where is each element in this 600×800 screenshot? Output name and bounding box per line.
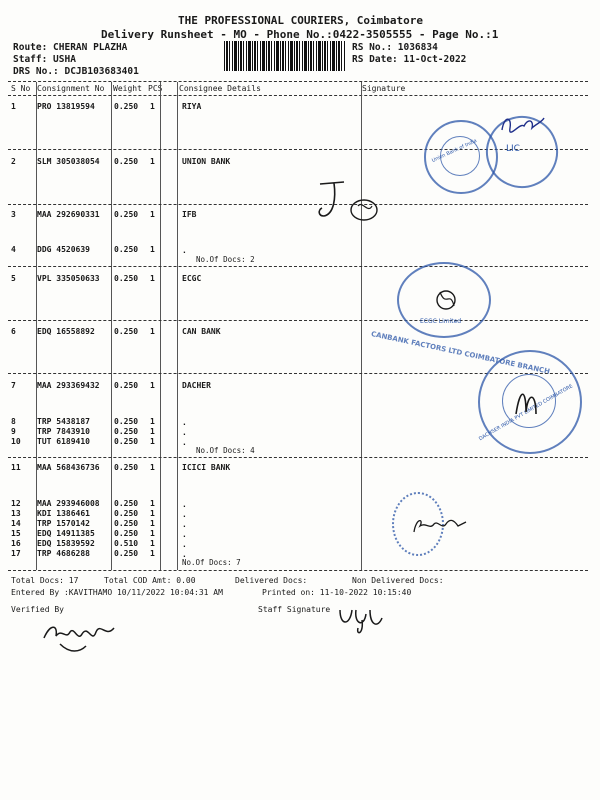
company-title: THE PROFESSIONAL COURIERS, Coimbatore: [178, 14, 424, 27]
row-consignee: .: [182, 246, 187, 255]
row-weight: 0.250: [114, 427, 139, 436]
row-weight: 0.250: [114, 102, 139, 111]
row-pcs: 1: [150, 519, 155, 528]
row-pcs: 1: [150, 499, 155, 508]
delivered-docs: Delivered Docs:: [235, 576, 308, 585]
row-rule: [8, 204, 588, 205]
row-consignment-no: TUT 6189410: [37, 437, 90, 446]
col-sno: S No: [11, 84, 31, 93]
signature-ecgc: [432, 286, 462, 316]
row-sno: 4: [11, 245, 16, 254]
row-pcs: 1: [150, 245, 155, 254]
row-weight: 0.250: [114, 245, 139, 254]
row-sno: 14: [11, 519, 21, 528]
header-bottom-rule: [8, 95, 588, 96]
row-consignment-no: TRP 1570142: [37, 519, 90, 528]
row-pcs: 1: [150, 549, 155, 558]
row-consignee: .: [182, 428, 187, 437]
row-sno: 10: [11, 437, 21, 446]
row-consignment-no: MAA 568436736: [37, 463, 100, 472]
row-weight: 0.250: [114, 327, 139, 336]
row-weight: 0.250: [114, 529, 139, 538]
col-consignee: Consignee Details: [179, 84, 261, 93]
row-consignment-no: DDG 4520639: [37, 245, 90, 254]
col-consignment: Consignment No: [37, 84, 105, 93]
row-consignee: ECGC: [182, 274, 202, 283]
row-weight: 0.250: [114, 274, 139, 283]
row-pcs: 1: [150, 463, 155, 472]
row-pcs: 1: [150, 102, 155, 111]
row-sno: 7: [11, 381, 16, 390]
row-sno: 17: [11, 549, 21, 558]
row-sno: 6: [11, 327, 16, 336]
row-weight: 0.250: [114, 437, 139, 446]
col-weight: Weight: [113, 84, 142, 93]
total-docs: Total Docs: 17: [11, 576, 79, 585]
runsheet-subtitle: Delivery Runsheet - MO - Phone No.:0422-3505555 - Page No.:1: [101, 28, 499, 41]
row-sno: 2: [11, 157, 16, 166]
docs-count: No.Of Docs: 4: [196, 446, 255, 455]
row-consignment-no: EDQ 15839592: [37, 539, 95, 548]
row-consignee: .: [182, 530, 187, 539]
col-divider: [36, 82, 37, 570]
rs-number: RS No.: 1036834: [352, 42, 438, 53]
col-divider: [177, 82, 178, 570]
staff-label: Staff: USHA: [13, 54, 76, 65]
row-pcs: 1: [150, 157, 155, 166]
row-weight: 0.250: [114, 381, 139, 390]
row-pcs: 1: [150, 381, 155, 390]
row-consignee: .: [182, 510, 187, 519]
signature-probha: [410, 512, 470, 538]
docs-count: No.Of Docs: 2: [196, 255, 255, 264]
row-rule: [8, 266, 588, 267]
docs-count: No.Of Docs: 7: [182, 558, 241, 567]
row-consignee: IFB: [182, 210, 197, 219]
row-consignee: UNION BANK: [182, 157, 231, 166]
row-consignee: .: [182, 520, 187, 529]
barcode: [224, 41, 346, 71]
signature-verified: [40, 614, 120, 660]
row-weight: 0.250: [114, 463, 139, 472]
entered-by: Entered By :KAVITHAMO 10/11/2022 10:04:31 AM: [11, 588, 223, 597]
row-sno: 8: [11, 417, 16, 426]
row-pcs: 1: [150, 529, 155, 538]
row-consignment-no: TRP 5438187: [37, 417, 90, 426]
staff-signature-label: Staff Signature: [258, 605, 331, 614]
row-weight: 0.250: [114, 549, 139, 558]
row-consignee: ICICI BANK: [182, 463, 231, 472]
row-sno: 12: [11, 499, 21, 508]
row-weight: 0.250: [114, 157, 139, 166]
row-sno: 5: [11, 274, 16, 283]
factors-stamp-text: CANBANK FACTORS LTD COIMBATORE BRANCH: [370, 330, 551, 376]
row-sno: 16: [11, 539, 21, 548]
row-sno: 3: [11, 210, 16, 219]
row-consignment-no: EDQ 16558892: [37, 327, 95, 336]
dacher-stamp-text: DACHSER INDIA PVT LIMITED COIMBATORE: [478, 383, 574, 443]
col-pcs: PCS: [148, 84, 163, 93]
row-weight: 0.250: [114, 509, 139, 518]
row-consignee: .: [182, 438, 187, 447]
col-signature: Signature: [362, 84, 406, 93]
total-cod: Total COD Amt: 0.00: [104, 576, 196, 585]
row-consignment-no: MAA 292690331: [37, 210, 100, 219]
row-sno: 15: [11, 529, 21, 538]
row-consignment-no: TRP 4686288: [37, 549, 90, 558]
row-rule: [8, 457, 588, 458]
row-weight: 0.250: [114, 210, 139, 219]
route-label: Route: CHERAN PLAZHA: [13, 42, 128, 53]
drs-number: DRS No.: DCJB103683401: [13, 66, 139, 77]
row-consignment-no: TRP 7843910: [37, 427, 90, 436]
row-consignee: RIYA: [182, 102, 202, 111]
verified-by: Verified By: [11, 605, 64, 614]
signature-dacher: [512, 384, 542, 420]
row-consignee: .: [182, 418, 187, 427]
col-divider: [361, 82, 362, 570]
signature-staff: [336, 604, 386, 636]
row-consignee: DACHER: [182, 381, 211, 390]
rs-date: RS Date: 11-Oct-2022: [352, 54, 467, 65]
row-consignee: .: [182, 550, 187, 559]
signature-riya: [498, 112, 548, 138]
row-pcs: 1: [150, 327, 155, 336]
union-bank-stamp-text: Union Bank of India: [431, 137, 478, 165]
row-pcs: 1: [150, 509, 155, 518]
ecgc-stamp-text: ECGC Limited: [420, 318, 462, 325]
row-pcs: 1: [150, 417, 155, 426]
printed-on: Printed on: 11-10-2022 10:15:40: [262, 588, 412, 597]
row-weight: 0.510: [114, 539, 139, 548]
row-sno: 13: [11, 509, 21, 518]
non-delivered-docs: Non Delivered Docs:: [352, 576, 444, 585]
row-pcs: 1: [150, 437, 155, 446]
col-divider: [111, 82, 112, 570]
row-consignment-no: KDI 1386461: [37, 509, 90, 518]
row-pcs: 1: [150, 274, 155, 283]
signature-ifb: [314, 180, 384, 226]
row-consignment-no: PRO 13819594: [37, 102, 95, 111]
row-rule: [8, 570, 588, 571]
row-weight: 0.250: [114, 417, 139, 426]
row-consignee: CAN BANK: [182, 327, 221, 336]
row-pcs: 1: [150, 427, 155, 436]
header-top-rule: [8, 81, 588, 82]
row-sno: 1: [11, 102, 16, 111]
row-sno: 11: [11, 463, 21, 472]
row-consignment-no: MAA 293946008: [37, 499, 100, 508]
row-consignee: .: [182, 540, 187, 549]
row-weight: 0.250: [114, 499, 139, 508]
row-rule: [8, 320, 588, 321]
row-weight: 0.250: [114, 519, 139, 528]
row-consignment-no: SLM 305038054: [37, 157, 100, 166]
lic-stamp-text: LIC: [506, 144, 520, 154]
row-pcs: 1: [150, 210, 155, 219]
row-consignment-no: VPL 335050633: [37, 274, 100, 283]
row-consignment-no: EDQ 14911385: [37, 529, 95, 538]
row-sno: 9: [11, 427, 16, 436]
row-consignee: .: [182, 500, 187, 509]
row-pcs: 1: [150, 539, 155, 548]
row-consignment-no: MAA 293369432: [37, 381, 100, 390]
col-divider: [160, 82, 161, 570]
